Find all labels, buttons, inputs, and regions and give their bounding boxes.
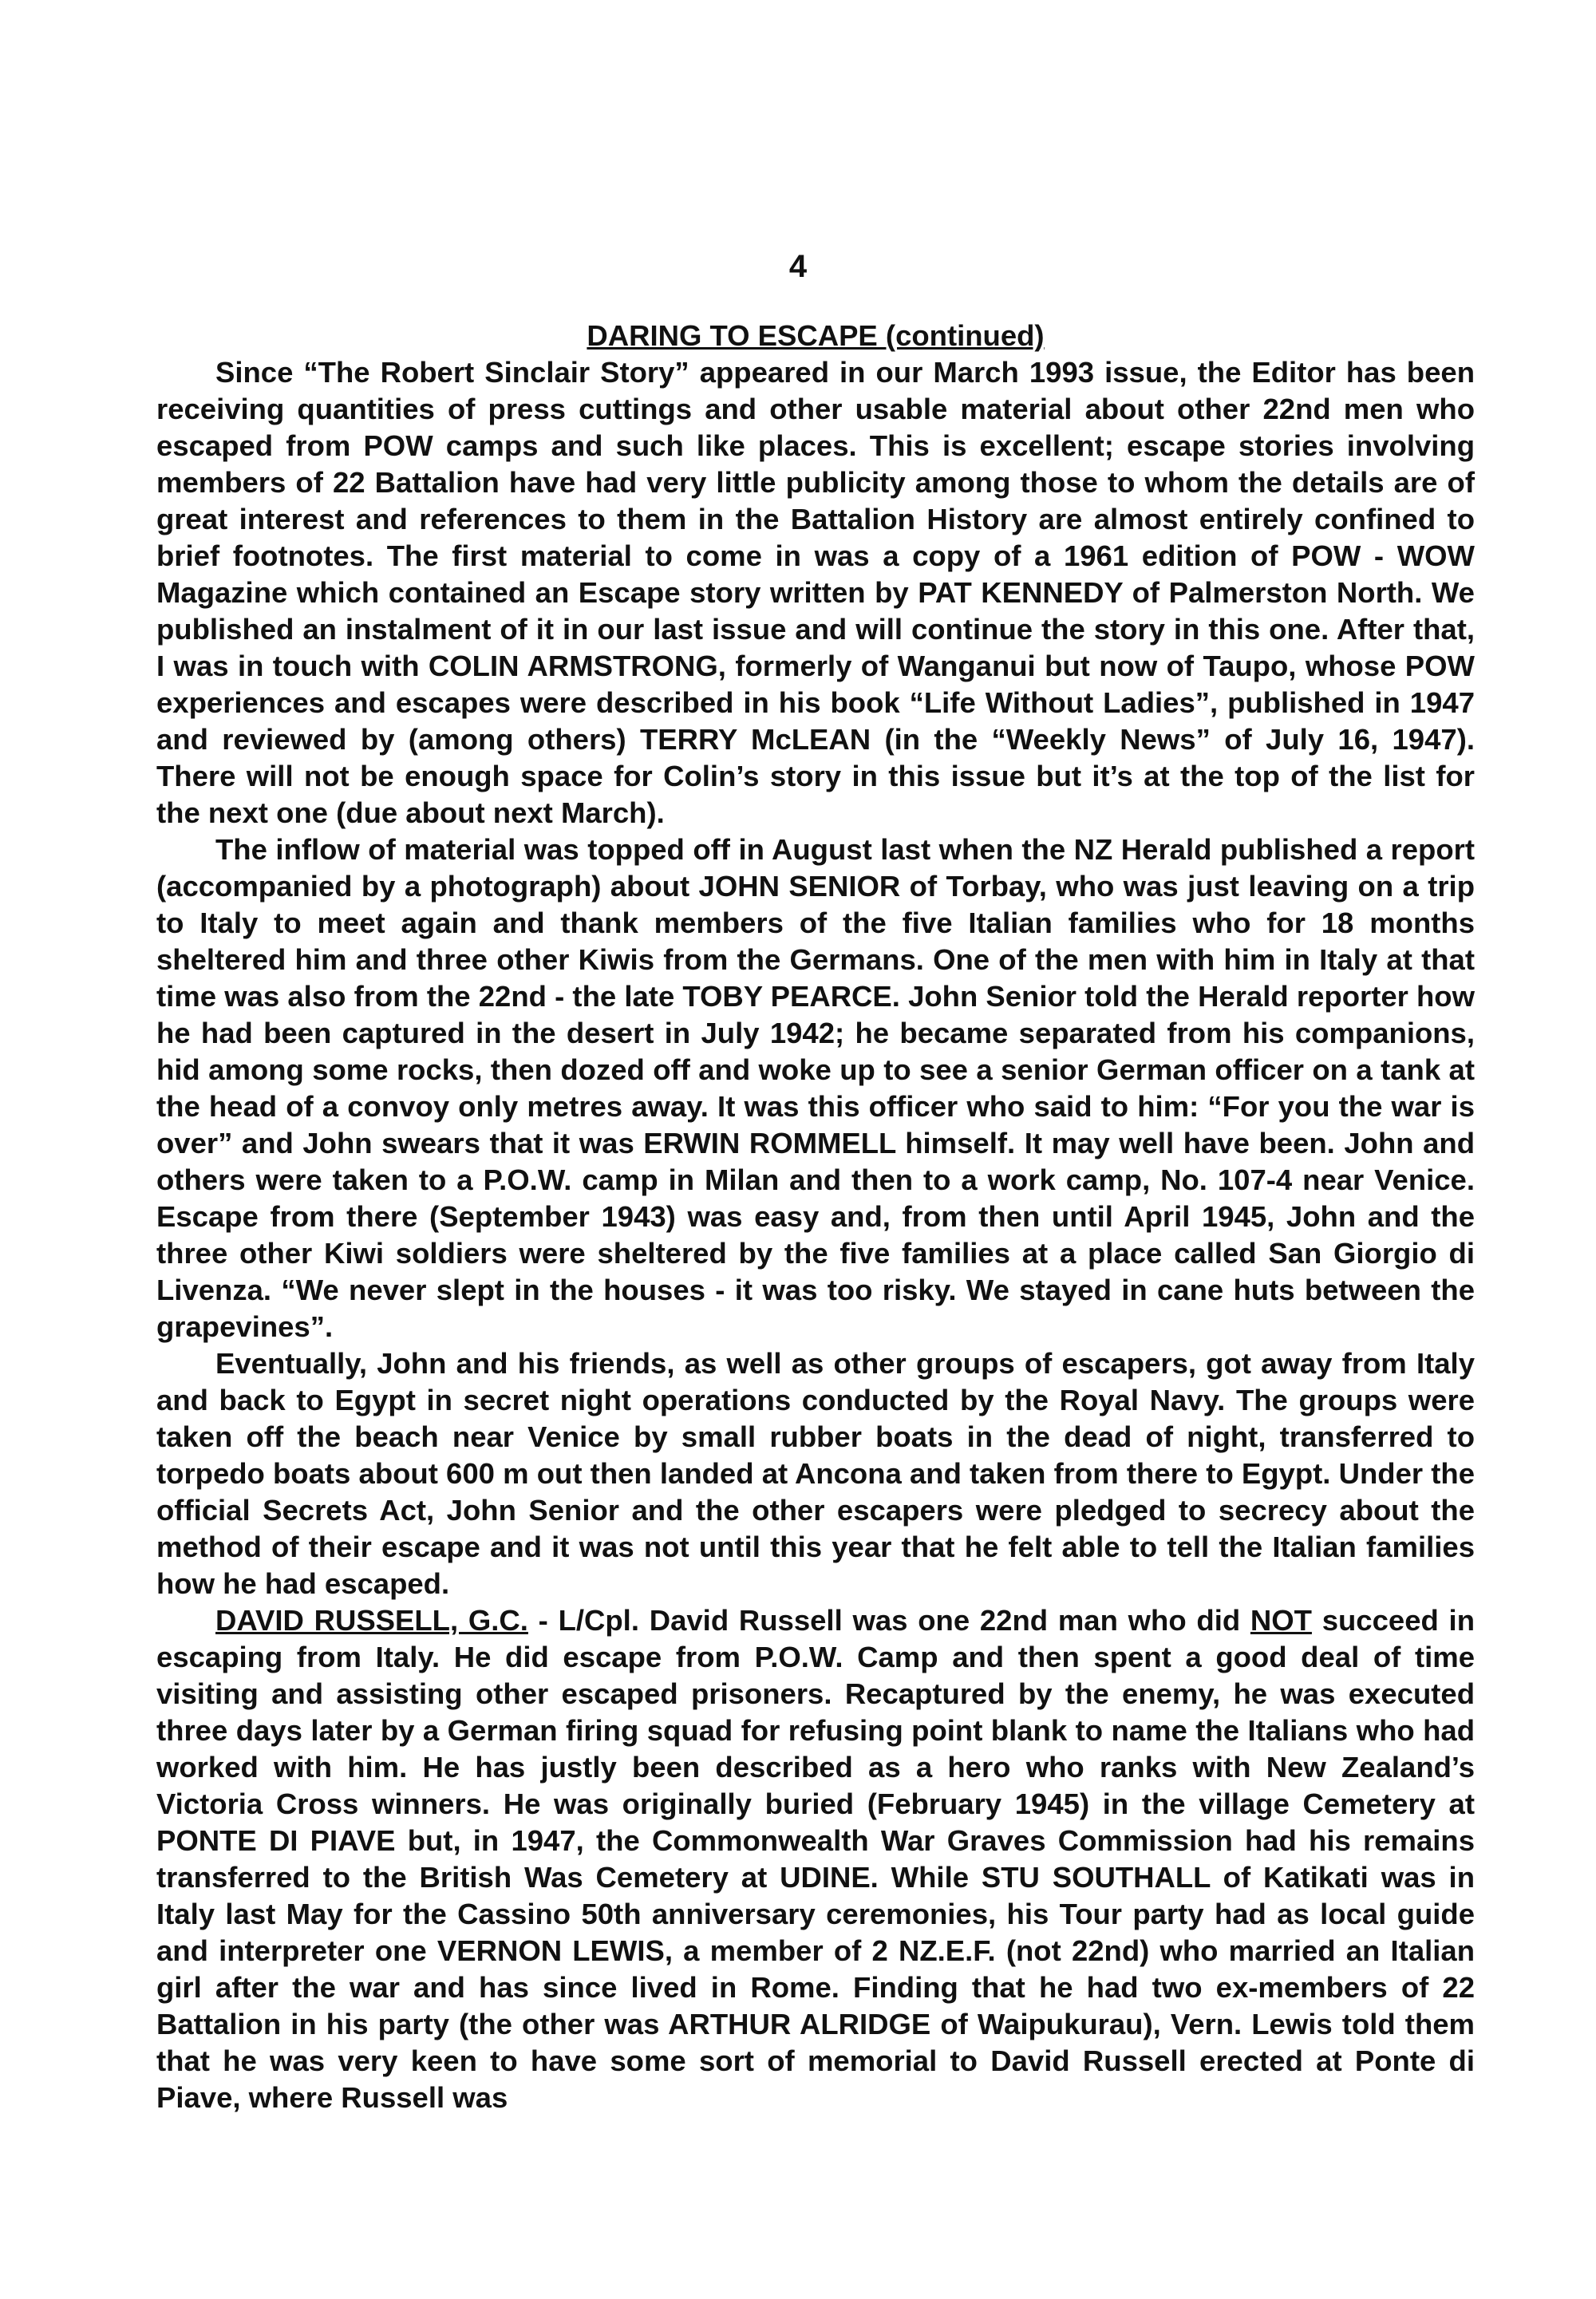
article-body xyxy=(156,318,1475,2116)
page-number: 4 xyxy=(788,249,808,284)
paragraph-4-text-b: succeed in escaping from Italy. He did escape from P.O.W. Camp and then spent a good deal of time visiting and assisting other escaped prisoners. Recaptured by the enemy, he was executed three days later by a German firing squad for refusing point blank to name the Italians who had worked with him. He has justly been described as a hero who ranks with New Zealand’s Victoria Cross winners. He was originally buried (February 1945) in the village Cemetery at PONTE DI PIAVE but, in 1947, the Commonwealth War Graves Commission had his remains transferred to the British Was Cemetery at UDINE. While STU SOUTHALL of Katikati was in Italy last May for the Cassino 50th anniversary ceremonies, his Tour party had as local guide and interpreter one VERNON LEWIS, a member of 2 NZ.E.F. (not 22nd) who married an Italian girl after the war and has since lived in Rome. Finding that he had two ex-members of 22 Battalion in his party (the other was ARTHUR ALRIDGE of Waipukurau), Vern. Lewis told them that he was very keen to have some sort of memorial to David Russell erected at Ponte di Piave, where Russell was xyxy=(156,1604,1475,2114)
paragraph-3: Eventually, John and his friends, as well as other groups of escapers, got away from Italy and back to Egypt in secret night operations conducted by the Royal Navy. The groups were taken off the beach near Venice by small rubber boats in the dead of night, transferred to torpedo boats about 600 m out then landed at Ancona and taken from there to Egypt. Under the official Secrets Act, John Senior and the other escapers were pledged to secrecy about the method of their escape and it was not until this year that he felt able to tell the Italian families how he had escaped. xyxy=(156,1347,1475,1600)
paragraph-1: Since “The Robert Sinclair Story” appeared in our March 1993 issue, the Editor has been receiving quantities of press cuttings and other usable material about other 22nd men who escaped from POW camps and such like places. This is excellent; escape stories involving members of 22 Battalion have had very little publicity among those to whom the details are of great interest and references to them in the Battalion History are almost entirely confined to brief footnotes. The first material to come in was a copy of a 1961 edition of POW - WOW Magazine which contained an Escape story written by PAT KENNEDY of Palmerston North. We published an instalment of it in our last issue and will continue the story in this one. After that, I was in touch with COLIN ARMSTRONG, formerly of Wanganui but now of Taupo, whose POW experiences and escapes were described in his book “Life Without Ladies”, published in 1947 and reviewed by (among others) TERRY McLEAN (in the “Weekly News” of July 16, 1947). There will not be enough space for Colin’s story in this issue but it’s at the top of the list for the next one (due about next March). xyxy=(156,356,1475,829)
paragraph-4-text-a: - L/Cpl. David Russell was one 22nd man who did xyxy=(527,1604,1250,1637)
article-title: DARING TO ESCAPE (continued) xyxy=(587,319,1045,352)
paragraph-2: The inflow of material was topped off in August last when the NZ Herald published a report (accompanied by a photograph) about JOHN SENIOR of Torbay, who was just leaving on a trip to Italy to meet again and thank members of the five Italian families who for 18 months sheltered him and three other Kiwis from the Germans. One of the men with him in Italy at that time was also from the 22nd - the late TOBY PEARCE. John Senior told the Herald reporter how he had been captured in the desert in July 1942; he became separated from his companions, hid among some rocks, then dozed off and woke up to see a senior German officer on a tank at the head of a convoy only metres away. It was this officer who said to him: “For you the war is over” and John swears that it was ERWIN ROMMELL himself. It may well have been. John and others were taken to a P.O.W. camp in Milan and then to a work camp, No. 107-4 near Venice. Escape from there (September 1943) was easy and, from then until April 1945, John and the three other Kiwi soldiers were sheltered by the five families at a place called San Giorgio di Livenza. “We never slept in the houses - it was too risky. We stayed in cane huts between the grapevines”. xyxy=(156,833,1475,1343)
david-russell-heading: DAVID RUSSELL, G.C. xyxy=(215,1604,528,1637)
not-emphasis: NOT xyxy=(1250,1604,1312,1637)
paragraph-4 xyxy=(156,1602,1475,2116)
